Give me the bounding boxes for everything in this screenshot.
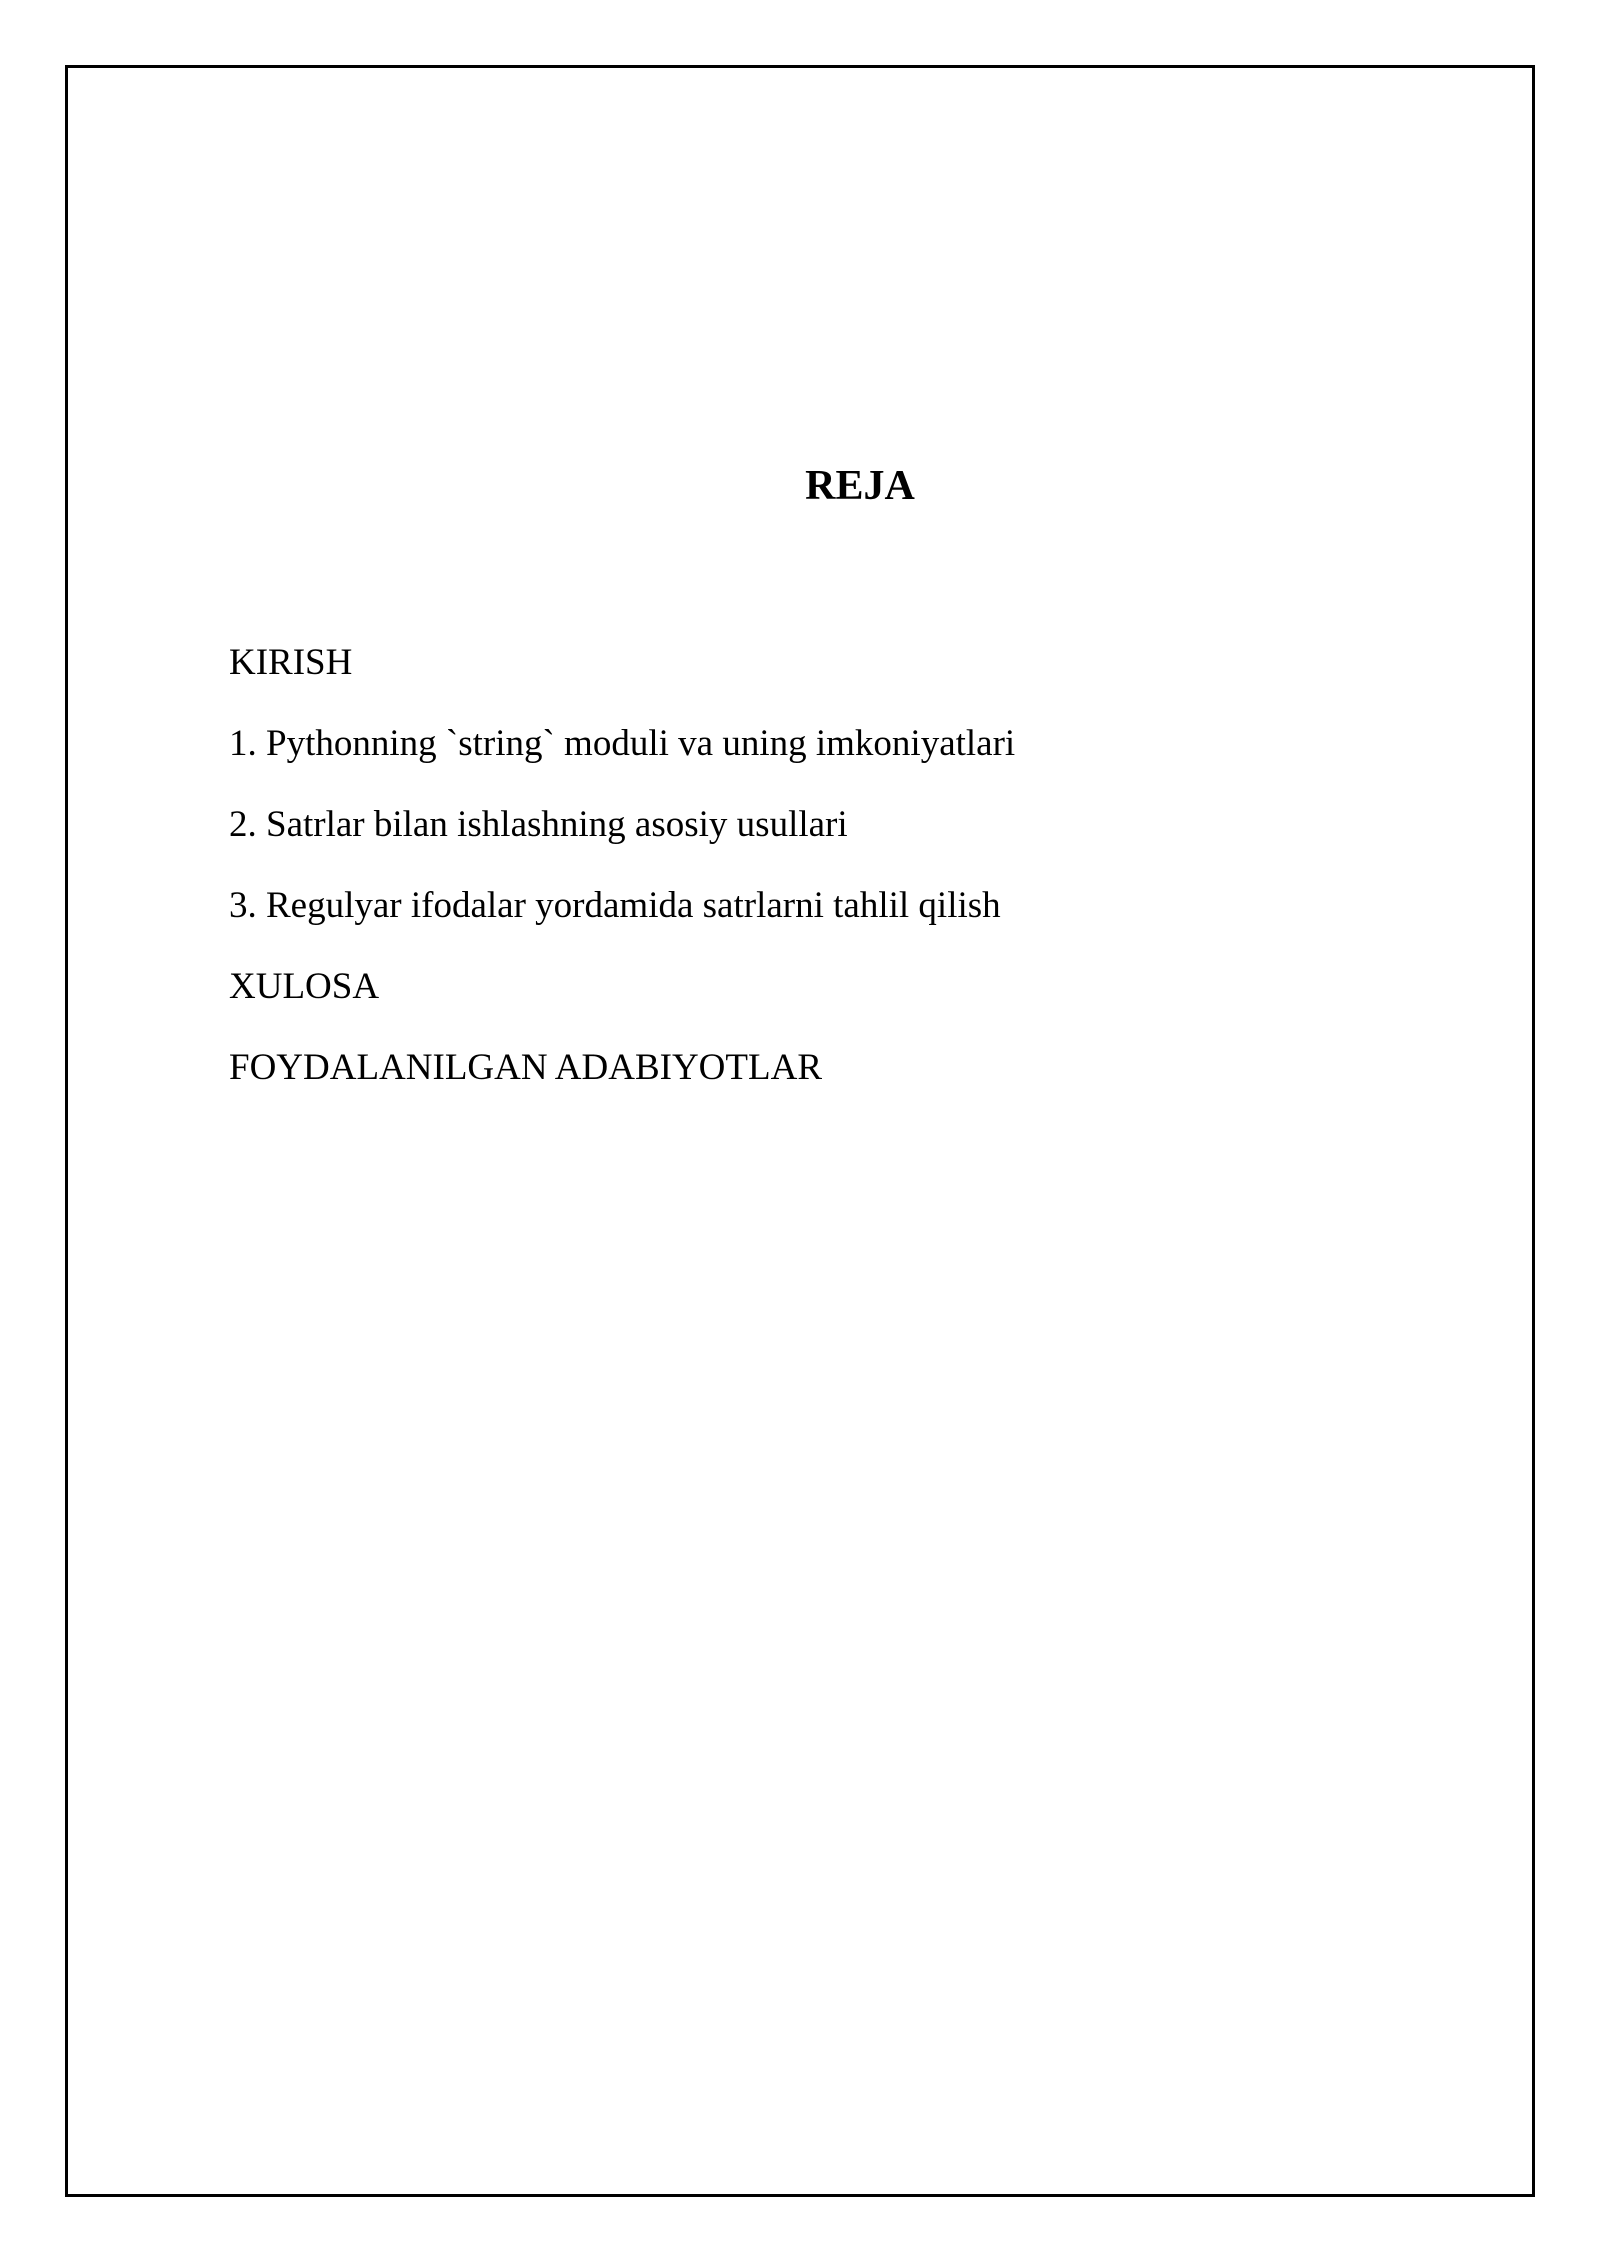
page-border <box>65 65 1535 2197</box>
toc-item-references: FOYDALANILGAN ADABIYOTLAR <box>229 1047 822 1088</box>
table-of-contents <box>229 640 1015 1126</box>
toc-item-chapter-1: 1. Pythonning `string` moduli va uning imkoniyatlari <box>229 723 1016 764</box>
toc-item-chapter-3: 3. Regulyar ifodalar yordamida satrlarni tahlil qilish <box>229 885 1001 926</box>
toc-item-chapter-2: 2. Satrlar bilan ishlashning asosiy usullari <box>229 804 848 845</box>
toc-item-conclusion: XULOSA <box>229 966 380 1007</box>
toc-item-introduction: KIRISH <box>229 642 353 683</box>
page-title: REJA <box>805 463 915 509</box>
